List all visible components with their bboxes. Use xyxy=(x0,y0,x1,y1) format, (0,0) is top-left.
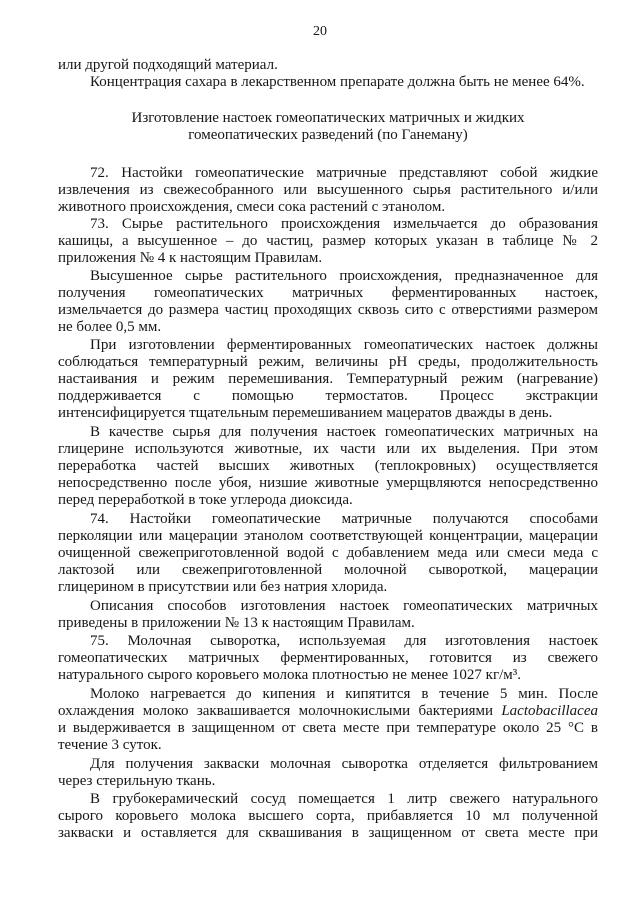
paragraph-72-line: 72. Настойки гомеопатические матричные представляют собой жидкие xyxy=(90,165,598,181)
vessel-line: В грубокерамический сосуд помещается 1 литр свежего натурального xyxy=(90,791,598,807)
paragraph-73-line: кашицы, а высушенное – до частиц, размер которых указан в таблице № 2 xyxy=(58,233,598,249)
dried-raw-line: не более 0,5 мм. xyxy=(58,319,162,335)
descriptions-line: приведены в приложении № 13 к настоящим Правилам. xyxy=(58,615,415,631)
fermented-line: При изготовлении ферментированных гомеопатических настоек должны xyxy=(90,337,598,353)
fermented-line: поддерживается с помощью термостатов. Процесс экстракции xyxy=(58,388,598,404)
starter-line: через стерильную ткань. xyxy=(58,773,216,789)
section-heading: Изготовление настоек гомеопатических матричных и жидких xyxy=(131,110,525,126)
paragraph-75-line: гомеопатических матричных ферментированных, готовится из свежего xyxy=(58,650,598,666)
paragraph-75-line: 75. Молочная сыворотка, используемая для изготовления настоек xyxy=(90,633,598,649)
paragraph-73-line: приложения № 4 к настоящим Правилам. xyxy=(58,250,323,266)
milk-line: течение 3 суток. xyxy=(58,737,162,753)
dried-raw-line: получения гомеопатических матричных ферментированных настоек, xyxy=(58,285,598,301)
milk-line-text: охлаждения молоко заквашивается молочнокислыми бактериями xyxy=(58,703,494,719)
section-heading: гомеопатических разведений (по Ганеману) xyxy=(188,127,468,143)
starter-line: Для получения закваски молочная сыворотка отделяется фильтрованием xyxy=(90,756,598,772)
milk-line: Молоко нагревается до кипения и кипятится в течение 5 мин. После xyxy=(90,686,598,702)
fermented-line: соблюдаться температурный режим, величины pH среды, продолжительность xyxy=(58,354,598,370)
paragraph-74-line: перколяции или мацерации этанолом соответствующей концентрации, мацерации xyxy=(58,528,598,544)
milk-line: и выдерживается в защищенном от света месте при температуре около 25 °С в xyxy=(58,720,598,736)
paragraph-74-line: очищенной свежеприготовленной водой с добавлением меда или смеси меда с xyxy=(58,545,598,561)
fermented-line: интенсифицируется тщательным перемешиванием мацератов дважды в день. xyxy=(58,405,553,421)
glycerin-line: В качестве сырья для получения настоек гомеопатических матричных на xyxy=(90,424,598,440)
intro-line: или другой подходящий материал. xyxy=(58,57,278,73)
milk-line xyxy=(58,703,598,720)
paragraph-74-line: глицерином в присутствии или без натрия хлорида. xyxy=(58,579,388,595)
dried-raw-line: Высушенное сырье растительного происхождения, предназначенное для xyxy=(90,268,598,284)
glycerin-line: непосредственно после убоя, низшие животные умерщвляются непосредственно xyxy=(58,475,598,491)
vessel-line: сырого коровьего молока высшего сорта, прибавляется 10 мл полученной xyxy=(58,808,598,824)
paragraph-72-line: животного происхождения, смеси сока растений с этанолом. xyxy=(58,199,446,215)
fermented-line: настаивания и режим перемешивания. Температурный режим (нагревание) xyxy=(58,371,598,387)
glycerin-line: переработка частей высших животных (теплокровных) осуществляется xyxy=(58,458,598,474)
page-number: 20 xyxy=(313,24,327,39)
glycerin-line: перед переработкой в токе углерода диоксида. xyxy=(58,492,353,508)
paragraph-74-line: 74. Настойки гомеопатические матричные получаются способами xyxy=(90,511,598,527)
paragraph-73-line: 73. Сырье растительного происхождения измельчается до образования xyxy=(90,216,598,232)
glycerin-line: глицерине используются животные, их части или их выделения. При этом xyxy=(58,441,598,457)
bacteria-name: Lactobacillacea xyxy=(501,703,598,719)
paragraph-75-line: натурального сырого коровьего молока плотностью не менее 1027 кг/м³. xyxy=(58,667,522,683)
paragraph-72-line: извлечения из свежесобранного или высушенного сырья растительного и/или xyxy=(58,182,598,198)
paragraph-74-line: лактозой или свежеприготовленной молочной сывороткой, мацерации xyxy=(58,562,598,578)
sugar-concentration-line: Концентрация сахара в лекарственном препарате должна быть не менее 64%. xyxy=(90,74,585,90)
dried-raw-line: измельчается до размера частиц проходящих сквозь сито с отверстиями размером xyxy=(58,302,598,318)
descriptions-line: Описания способов изготовления настоек гомеопатических матричных xyxy=(90,598,598,614)
vessel-line: закваски и оставляется для сквашивания в защищенном от света месте при xyxy=(58,825,598,841)
